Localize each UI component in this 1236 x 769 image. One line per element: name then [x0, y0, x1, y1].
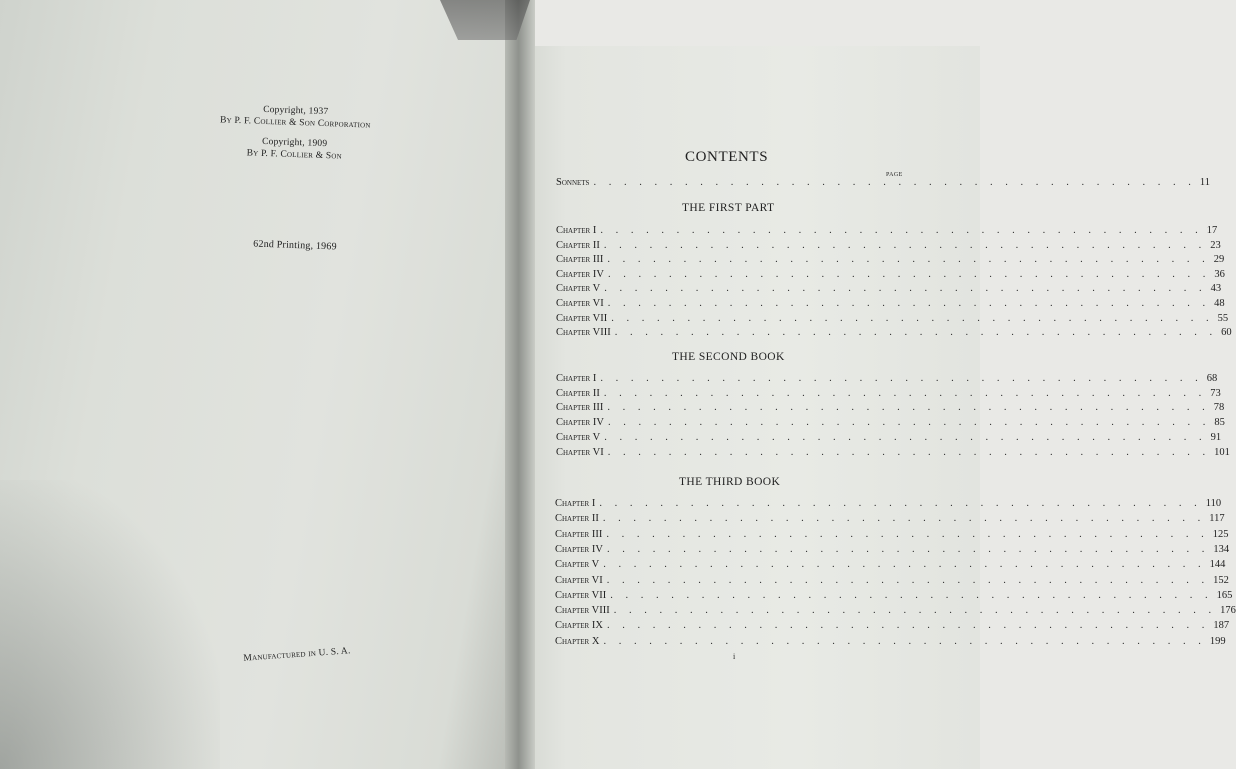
page-column-header: PAGE [886, 172, 903, 178]
dot-leader: . . . . . . . . . . . . . . . . . . . . . . . . . . . . . . . . . . . . . . . . [603, 559, 1206, 571]
toc-row [556, 283, 1222, 295]
manufactured-notice: Manufactured in U. S. A. [243, 646, 351, 664]
dot-leader: . . . . . . . . . . . . . . . . . . . . . . . . . . . . . . . . . . . . . . . . [607, 446, 1211, 458]
toc-row [556, 225, 1218, 236]
toc-entry-label: Chapter VIII [556, 327, 611, 339]
toc-entry-page: 134 [1213, 543, 1230, 555]
dot-leader: . . . . . . . . . . . . . . . . . . . . . . . . . . . . . . . . . . . . . . . . [610, 589, 1213, 601]
toc-entry-page: 152 [1213, 574, 1229, 586]
dot-leader: . . . . . . . . . . . . . . . . . . . . . . . . . . . . . . . . . . . . . . . . [607, 417, 1211, 429]
toc-entry-label: Chapter VI [556, 298, 604, 309]
toc-entry-label: Chapter V [556, 283, 601, 295]
toc-entry-page: 23 [1210, 239, 1221, 251]
toc-entry-label: Chapter VII [556, 312, 608, 324]
toc-entry-label: Chapter IV [556, 268, 604, 280]
section-heading: THE FIRST PART [682, 202, 775, 214]
toc-row [556, 387, 1221, 399]
copyright-publisher-1909: By P. F. Collier & Son [246, 148, 342, 162]
copyright-publisher-1937: By P. F. Collier & Son Corporation [219, 115, 371, 131]
dot-leader: . . . . . . . . . . . . . . . . . . . . . . . . . . . . . . . . . . . . . . . . [599, 498, 1202, 509]
toc-row [556, 298, 1225, 309]
toc-entry-label: Chapter IV [555, 543, 603, 555]
dot-leader: . . . . . . . . . . . . . . . . . . . . . . . . . . . . . . . . . . . . . . . . [613, 605, 1217, 617]
toc-row [556, 268, 1225, 280]
toc-entry-page: 17 [1206, 225, 1218, 236]
toc-row [555, 559, 1226, 571]
section-heading: THE THIRD BOOK [679, 476, 781, 488]
toc-row-sonnets [556, 177, 1210, 188]
toc-row [555, 635, 1226, 647]
dot-leader: . . . . . . . . . . . . . . . . . . . . . . . . . . . . . . . . . . . . . . . . [602, 513, 1206, 525]
toc-entry-label: Chapter VIII [555, 605, 610, 617]
toc-entry-label: Chapter II [555, 513, 599, 525]
toc-entry-label: Chapter IX [555, 620, 603, 632]
toc-row [555, 574, 1229, 586]
printing-notice: 62nd Printing, 1969 [253, 238, 337, 253]
dot-leader: . . . . . . . . . . . . . . . . . . . . . . . . . . . . . . . . . . . . . . . . [606, 528, 1209, 540]
dot-leader: . . . . . . . . . . . . . . . . . . . . . . . . . . . . . . . . . . . . . . . . [606, 574, 1210, 586]
toc-entry-page: 29 [1213, 254, 1225, 266]
toc-row [556, 373, 1218, 384]
toc-entry-label: Chapter VII [555, 589, 607, 601]
toc-entry-page: 125 [1212, 528, 1229, 540]
toc-entry-page: 85 [1214, 417, 1225, 429]
toc-entry-page: 55 [1217, 312, 1229, 324]
toc-entry-page: 110 [1205, 498, 1222, 509]
toc-entry-page: 60 [1221, 327, 1232, 339]
toc-entry-label: Chapter I [556, 373, 597, 384]
contents-title: CONTENTS [685, 149, 769, 165]
toc-entry-page: 165 [1216, 589, 1233, 601]
toc-row [556, 239, 1221, 251]
book-gutter [505, 0, 535, 769]
dot-leader: . . . . . . . . . . . . . . . . . . . . . . . . . . . . . . . . . . . . . . . . [600, 225, 1203, 236]
dot-leader: . . . . . . . . . . . . . . . . . . . . . . . . . . . . . . . . . . . . . . . . [600, 373, 1203, 384]
dot-leader: . . . . . . . . . . . . . . . . . . . . . . . . . . . . . . . . . . . . . . . . [607, 268, 1211, 280]
toc-entry-page: 117 [1209, 513, 1225, 525]
dot-leader: . . . . . . . . . . . . . . . . . . . . . . . . . . . . . . . . . . . . . . . . [603, 387, 1207, 399]
toc-entry-label: Chapter III [556, 402, 604, 414]
toc-row [556, 254, 1225, 266]
toc-entry-label: Chapter I [555, 498, 596, 509]
toc-entry-page: 101 [1214, 446, 1230, 458]
toc-entry-page: 91 [1210, 431, 1222, 443]
toc-row [556, 417, 1225, 429]
toc-entry-page: 48 [1214, 298, 1225, 309]
dot-leader: . . . . . . . . . . . . . . . . . . . . . . . . . . . . . . . . . . . . . . . . [607, 402, 1210, 414]
dot-leader: . . . . . . . . . . . . . . . . . . . . . . . . . . . . . . . . . . . . . . . . [607, 298, 1211, 309]
toc-entry-label: Chapter V [556, 431, 601, 443]
toc-entry-page: 36 [1214, 268, 1225, 280]
toc-row [555, 498, 1222, 509]
toc-row [555, 620, 1230, 632]
dot-leader: . . . . . . . . . . . . . . . . . . . . . . . . . . . . . . . . . . . . . . . . [606, 620, 1210, 632]
toc-row [555, 605, 1236, 617]
toc-entry-label: Chapter II [556, 239, 600, 251]
toc-entry-label: Chapter V [555, 559, 600, 571]
toc-entry-label: Chapter IV [556, 417, 604, 429]
toc-entry-page: 43 [1210, 283, 1222, 295]
toc-entry-page: 11 [1199, 177, 1210, 188]
toc-entry-label: Chapter I [556, 225, 597, 236]
toc-row [555, 513, 1225, 525]
toc-row [555, 543, 1230, 555]
dot-leader: . . . . . . . . . . . . . . . . . . . . . . . . . . . . . . . . . . . . . . . . [607, 254, 1210, 266]
toc-entry-page: 68 [1206, 373, 1218, 384]
toc-entry-page: 73 [1210, 387, 1221, 399]
page-shadow [0, 480, 220, 769]
toc-entry-label: Chapter VI [556, 446, 604, 458]
dot-leader: . . . . . . . . . . . . . . . . . . . . . . . . . . . . . . . . . . . . . . . . [604, 283, 1207, 295]
dot-leader: . . . . . . . . . . . . . . . . . . . . . . . . . . . . . . . . . . . . . . . . [593, 177, 1196, 188]
toc-entry-page: 78 [1213, 402, 1225, 414]
copyright-1937: Copyright, 1937 [262, 104, 329, 118]
copyright-notice [214, 102, 376, 164]
toc-entry-page: 176 [1220, 605, 1236, 617]
dot-leader: . . . . . . . . . . . . . . . . . . . . . . . . . . . . . . . . . . . . . . . . [611, 312, 1214, 324]
toc-row [556, 327, 1232, 339]
toc-entry-label: Chapter III [555, 528, 603, 540]
dot-leader: . . . . . . . . . . . . . . . . . . . . . . . . . . . . . . . . . . . . . . . . [614, 327, 1218, 339]
toc-row [555, 528, 1229, 540]
dot-leader: . . . . . . . . . . . . . . . . . . . . . . . . . . . . . . . . . . . . . . . . [603, 239, 1207, 251]
copyright-1909: Copyright, 1909 [261, 136, 328, 150]
toc-entry-label: Chapter X [555, 635, 600, 647]
toc-row [556, 446, 1230, 458]
toc-row [555, 589, 1233, 601]
toc-entry-label: Chapter VI [555, 574, 603, 586]
page-folio: i [733, 652, 736, 661]
dot-leader: . . . . . . . . . . . . . . . . . . . . . . . . . . . . . . . . . . . . . . . . [603, 635, 1206, 647]
section-heading: THE SECOND BOOK [672, 351, 785, 363]
toc-entry-page: 144 [1209, 559, 1226, 571]
toc-entry-label: Sonnets [556, 177, 590, 188]
toc-row [556, 402, 1225, 414]
toc-entry-label: Chapter III [556, 254, 604, 266]
dot-leader: . . . . . . . . . . . . . . . . . . . . . . . . . . . . . . . . . . . . . . . . [604, 431, 1207, 443]
toc-entry-page: 187 [1213, 620, 1230, 632]
dot-leader: . . . . . . . . . . . . . . . . . . . . . . . . . . . . . . . . . . . . . . . . [606, 543, 1210, 555]
toc-row [556, 431, 1222, 443]
toc-row [556, 312, 1229, 324]
toc-entry-page: 199 [1209, 635, 1226, 647]
toc-entry-label: Chapter II [556, 387, 600, 399]
